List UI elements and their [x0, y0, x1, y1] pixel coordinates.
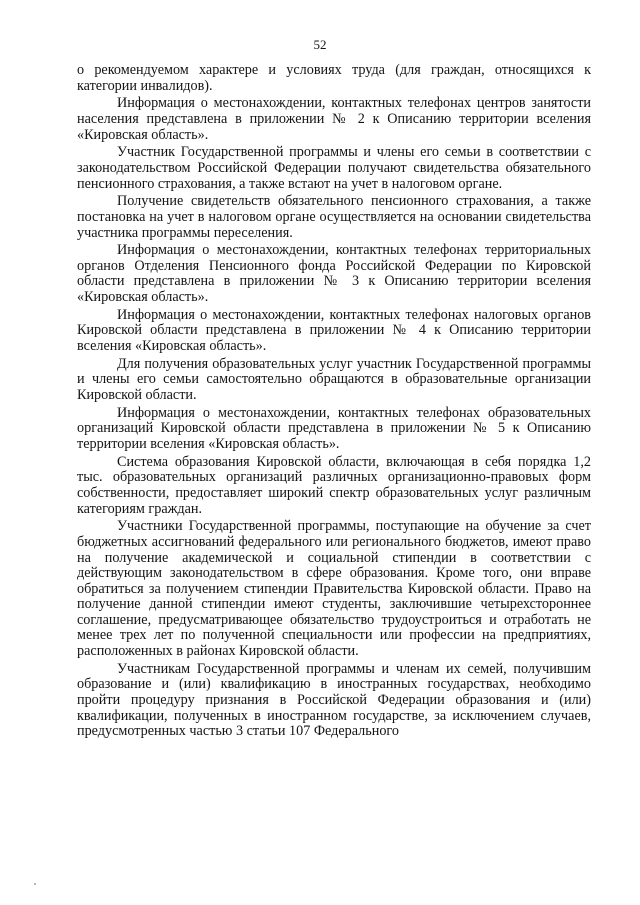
paragraph-continuation: о рекомендуемом характере и условиях труда (для граждан, относящихся к категории инвалидов).	[77, 62, 591, 94]
paragraph-pension-registration: Получение свидетельств обязательного пенсионного страхования, а также постановка на учет в налоговом органе осуществляется на основании свидетельства участника программы переселения.	[77, 193, 591, 241]
paragraph-education-orgs-info: Информация о местонахождении, контактных телефонах образовательных организаций Кировской области представлена в приложении № 5 к Описанию территории вселения «Кировская область».	[77, 404, 591, 452]
page-number: 52	[313, 37, 327, 52]
paragraph-tax-offices-info: Информация о местонахождении, контактных телефонах налоговых органов Кировской области представлена в приложении № 4 к Описанию территории вселения «Кировская область».	[77, 306, 591, 355]
paragraph-education-services: Для получения образовательных услуг участник Государственной программы и члены его семьи самостоятельно обращаются в образовательные организации Кировской области.	[77, 355, 591, 403]
paragraph-scholarships: Участники Государственной программы, поступающие на обучение за счет бюджетных ассигнований федерального или регионального бюджетов, имеют право на получение академической и социальной стипендии в соответствии с действующим законодательством в сфере образования. Кроме того, они вправе обратиться за получением стипендии Правительства Кировской области. Право на получение данной стипендии имеют студенты, заключившие четырехстороннее соглашение, предусматривающее обязательство трудоустроиться и отработать не менее трех лет по полученной специальности или профессии на предприятиях, расположенных в районах Кировской области.	[77, 518, 591, 660]
paragraph-pension-certificates: Участник Государственной программы и члены его семьи в соответствии с законодательством Российской Федерации получают свидетельства обязательного пенсионного страхования, а также встают на учет в налоговом органе.	[77, 144, 591, 192]
paragraph-pension-fund-info: Информация о местонахождении, контактных телефонах территориальных органов Отделения Пенсионного фонда Российской Федерации по Кировской области представлена в приложении № 3 к Описанию территории вселения «Кировская область».	[77, 242, 591, 306]
document-body	[77, 63, 591, 740]
paragraph-employment-centers-info: Информация о местонахождении, контактных телефонах центров занятости населения представлена в приложении № 2 к Описанию территории вселения «Кировская область».	[77, 95, 591, 143]
paragraph-education-system: Система образования Кировской области, включающая в себя порядка 1,2 тыс. образовательных организаций различных организационно-правовых форм собственности, предоставляет широкий спектр образовательных услуг различным категориям граждан.	[77, 453, 591, 517]
paragraph-foreign-education-recognition: Участникам Государственной программы и членам их семей, получившим образование и (или) квалификацию в иностранных государствах, необходимо пройти процедуру признания в Российской Федерации образования и (или) квалификации, полученных в иностранном государстве, за исключением случаев, предусмотренных частью 3 статьи 107 Федерального	[77, 660, 591, 740]
scan-speck	[34, 883, 36, 885]
